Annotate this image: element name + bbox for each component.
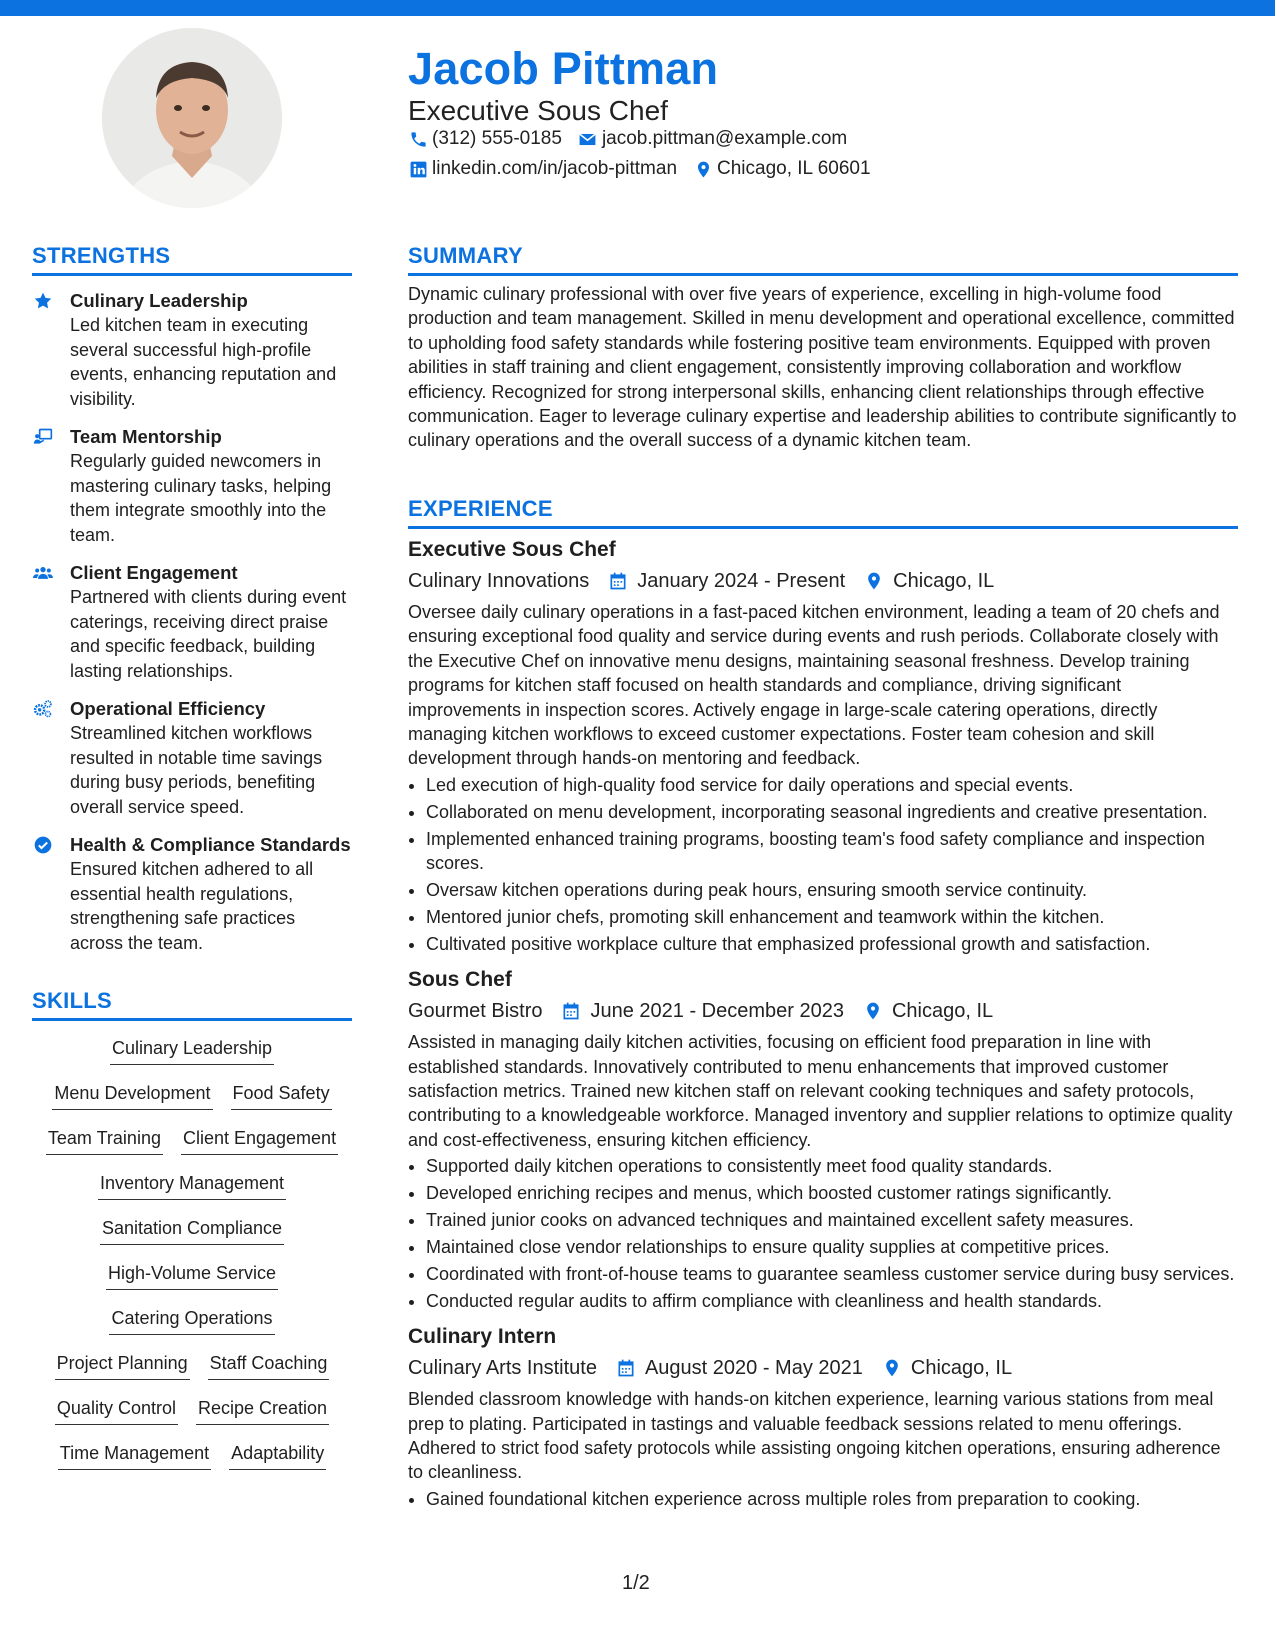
job-location-group <box>881 1353 1012 1383</box>
list-item: • Conducted regular audits to affirm compliance with cleanliness and health standards. <box>426 1289 1238 1313</box>
teacher-icon <box>32 427 56 449</box>
job-role: Executive Sous Chef <box>408 538 616 561</box>
job-dates: January 2024 - Present <box>637 570 846 592</box>
skill-tag: Team Training <box>46 1126 163 1155</box>
job-role: Sous Chef <box>408 968 512 992</box>
list-item: • Oversaw kitchen operations during peak hours, ensuring smooth service continuity. <box>426 878 1238 902</box>
job-dates-group <box>560 996 844 1026</box>
skills-heading: SKILLS <box>32 988 352 1021</box>
skill-tag: Sanitation Compliance <box>100 1216 284 1245</box>
skill-tag: Catering Operations <box>109 1306 274 1335</box>
email-item[interactable] <box>578 128 847 150</box>
skill-row <box>32 1441 352 1486</box>
list-item: • Mentored junior chefs, promoting skill enhancement and teamwork within the kitchen. <box>426 905 1238 929</box>
job-location: Chicago, IL <box>893 570 995 592</box>
skill-tag: Recipe Creation <box>196 1396 329 1425</box>
skill-tag: Time Management <box>58 1441 211 1470</box>
job-location: Chicago, IL <box>891 1000 994 1023</box>
skill-row <box>32 1396 352 1441</box>
list-item: • Coordinated with front-of-house teams to guarantee seamless customer service during busy services. <box>426 1262 1238 1286</box>
job-bullets <box>408 773 1238 956</box>
strength-item <box>32 289 352 411</box>
strength-desc: Regularly guided newcomers in mastering culinary tasks, helping them integrate smoothly into the team. <box>70 451 332 545</box>
job-dates: June 2021 - December 2023 <box>590 1000 844 1023</box>
job-description: Oversee daily culinary operations in a fast-paced kitchen environment, leading a team of 20 chefs and ensuring exceptional food quality and service during events and rush periods. Collaborate closely with the Executive Chef on innovative menu designs, maintaining seasonal freshness. Develop training programs for kitchen staff focused on health standards and compliance, driving significant improvements in inspection scores. Actively engage in large-scale catering operations, directly managing kitchen workflows to exceed customer expectations. Foster team cohesion and skill development through hands-on mentoring and feedback. <box>408 602 1220 769</box>
calendar-icon <box>560 1000 582 1022</box>
list-item: • Trained junior cooks on advanced techniques and maintained excellent safety measures. <box>426 1208 1238 1232</box>
strength-desc: Streamlined kitchen workflows resulted in notable time savings during busy periods, benefiting overall service speed. <box>70 723 323 817</box>
skill-row <box>32 1171 352 1216</box>
users-icon <box>32 563 56 585</box>
experience-section <box>408 530 1238 1514</box>
strength-title: Health & Compliance Standards <box>70 834 351 855</box>
job-bullets <box>408 1154 1238 1313</box>
strength-desc: Partnered with clients during event caterings, receiving direct praise and specific feedback, building lasting relationships. <box>70 587 347 681</box>
candidate-title: Executive Sous Chef <box>408 95 668 126</box>
strengths-heading: STRENGTHS <box>32 243 352 276</box>
phone-icon <box>408 129 428 149</box>
job-dates: August 2020 - May 2021 <box>644 1357 863 1380</box>
linkedin-item[interactable] <box>408 158 677 180</box>
linkedin-text[interactable]: linkedin.com/in/jacob-pittman <box>432 158 678 179</box>
job-meta <box>408 566 1238 596</box>
strength-item <box>32 425 352 547</box>
job-role: Culinary Intern <box>408 1325 557 1349</box>
location-text: Chicago, IL 60601 <box>717 158 871 179</box>
job-meta <box>408 1353 1238 1383</box>
job-dates-group <box>607 566 845 596</box>
strength-item <box>32 833 352 955</box>
list-item: • Developed enriching recipes and menus, which boosted customer ratings significantly. <box>426 1181 1238 1205</box>
job-entry <box>408 966 1238 1313</box>
location-item <box>693 158 871 180</box>
job-company: Culinary Innovations <box>408 570 590 592</box>
strength-title: Culinary Leadership <box>70 290 248 311</box>
summary-section <box>408 282 1238 453</box>
map-marker-icon <box>862 1000 884 1022</box>
skill-tag: Inventory Management <box>98 1171 286 1200</box>
profile-photo <box>102 28 282 208</box>
skill-tag: High-Volume Service <box>106 1261 278 1290</box>
summary-text: Dynamic culinary professional with over five years of experience, excelling in high-volume food production and team management. Skilled in menu development and operational excellence, committed to upholding food safety standards while fostering positive team environments. Equipped with proven abilities in staff training and client engagement, consistently improving collaboration and workflow efficiency. Recognized for strong interpersonal skills, enhancing client relationships through effective communication. Eager to leverage culinary expertise and leadership abilities to contribute significantly to culinary operations and the overall success of a dynamic kitchen team. <box>408 284 1237 451</box>
list-item: • Collaborated on menu development, incorporating seasonal ingredients and creative presentation. <box>426 800 1238 824</box>
strength-title: Operational Efficiency <box>70 698 266 719</box>
skill-tag: Menu Development <box>52 1081 212 1110</box>
contact-row-2 <box>408 158 887 180</box>
job-company: Culinary Arts Institute <box>408 1357 597 1380</box>
experience-heading: EXPERIENCE <box>408 496 1238 529</box>
job-location-group <box>862 996 993 1026</box>
job-company: Gourmet Bistro <box>408 1000 543 1023</box>
calendar-icon <box>607 570 629 592</box>
list-item: • Led execution of high-quality food service for daily operations and special events. <box>426 773 1238 797</box>
job-description: Blended classroom knowledge with hands-on kitchen experience, learning various stations from meal prep to plating. Participated in tastings and valuable feedback sessions related to menu offerings. Adhered to strict food safety protocols while assisting ongoing kitchen operations, ensuring adherence to cleanliness. <box>408 1389 1221 1483</box>
linkedin-icon <box>408 159 428 179</box>
skill-tag: Staff Coaching <box>208 1351 330 1380</box>
list-item: • Maintained close vendor relationships to ensure quality supplies at competitive prices. <box>426 1235 1238 1259</box>
map-marker-icon <box>881 1357 903 1379</box>
job-entry <box>408 536 1238 956</box>
phone-text: (312) 555-0185 <box>432 128 562 149</box>
skill-row <box>32 1036 352 1081</box>
skill-row <box>32 1081 352 1126</box>
skill-tag: Food Safety <box>231 1081 332 1110</box>
list-item: • Implemented enhanced training programs, boosting team's food safety compliance and inspection scores. <box>426 827 1238 876</box>
page-number: 1/2 <box>622 1572 650 1594</box>
job-dates-group <box>615 1353 863 1383</box>
cogs-icon <box>32 699 56 721</box>
job-location: Chicago, IL <box>910 1357 1013 1380</box>
candidate-name: Jacob Pittman <box>408 43 719 94</box>
check-circle-icon <box>32 835 56 857</box>
map-marker-icon <box>693 159 713 179</box>
job-description: Assisted in managing daily kitchen activities, focusing on efficient food preparation in line with established standards. Innovatively contributed to menu enhancements that improved customer satisfaction metrics. Trained new kitchen staff on relevant cooking techniques and safety protocols, contributing to a knowledgeable workforce. Managed inventory and supplier relations to optimize quality and cost-effectiveness, ensuring kitchen efficiency. <box>408 1032 1233 1150</box>
star-icon <box>32 291 56 313</box>
skills-list <box>32 1036 352 1486</box>
job-entry <box>408 1323 1238 1511</box>
strengths-list <box>32 289 352 969</box>
job-meta <box>408 996 1238 1026</box>
strength-title: Team Mentorship <box>70 426 222 447</box>
contact-row-1 <box>408 128 863 150</box>
skill-tag: Quality Control <box>55 1396 178 1425</box>
email-text[interactable]: jacob.pittman@example.com <box>601 128 848 149</box>
envelope-icon <box>578 129 598 149</box>
strength-item <box>32 697 352 819</box>
strength-title: Client Engagement <box>70 562 238 583</box>
skill-tag: Culinary Leadership <box>110 1036 274 1065</box>
list-item: • Gained foundational kitchen experience across multiple roles from preparation to cooking. <box>426 1487 1238 1511</box>
skill-tag: Client Engagement <box>181 1126 338 1155</box>
strength-desc: Led kitchen team in executing several successful high-profile events, enhancing reputation and visibility. <box>70 315 337 409</box>
skill-tag: Project Planning <box>55 1351 190 1380</box>
top-accent-bar <box>0 0 1275 16</box>
skill-row <box>32 1306 352 1351</box>
summary-heading: SUMMARY <box>408 243 1238 276</box>
strength-desc: Ensured kitchen adhered to all essential health regulations, strengthening safe practices across the team. <box>70 859 314 953</box>
job-bullets <box>408 1487 1238 1511</box>
skill-row <box>32 1126 352 1171</box>
list-item: • Supported daily kitchen operations to consistently meet food quality standards. <box>426 1154 1238 1178</box>
strength-item <box>32 561 352 683</box>
job-location-group <box>863 566 994 596</box>
skill-row <box>32 1351 352 1396</box>
skill-row <box>32 1261 352 1306</box>
phone-item <box>408 128 562 150</box>
list-item: • Cultivated positive workplace culture that emphasized professional growth and satisfaction. <box>426 932 1238 956</box>
map-marker-icon <box>863 570 885 592</box>
calendar-icon <box>615 1357 637 1379</box>
skill-tag: Adaptability <box>229 1441 326 1470</box>
skill-row <box>32 1216 352 1261</box>
